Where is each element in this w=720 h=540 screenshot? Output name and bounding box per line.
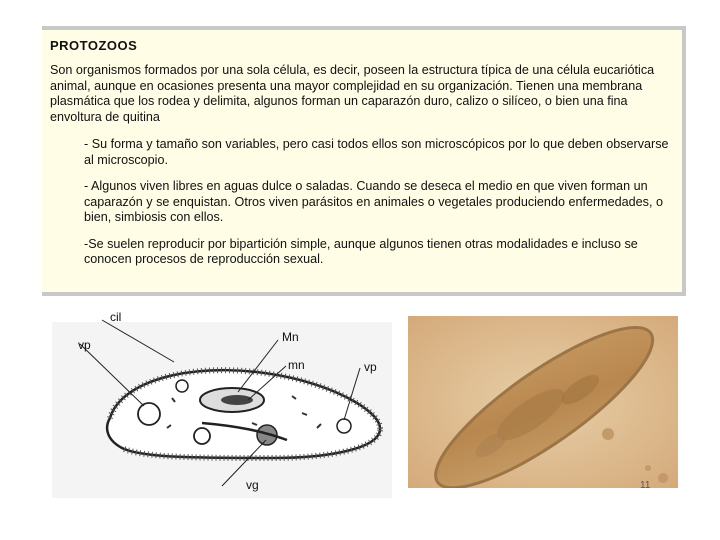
- text-panel: [42, 26, 686, 296]
- label-Mn: Mn: [282, 330, 299, 344]
- page-number: 11: [640, 480, 651, 491]
- label-vg: vg: [246, 478, 259, 492]
- bullet-item: - Su forma y tamaño son variables, pero casi todos ellos son microscópicos por lo que deben observarse al microscopio.: [84, 137, 669, 167]
- page-title: PROTOZOOS: [50, 38, 138, 53]
- intro-paragraph: Son organismos formados por una sola célula, es decir, poseen la estructura típica de una célula eucariótica animal, aunque en ocasiones presenta una mayor complejidad en su organización. Tienen una membrana plasmática que los rodea y delimita, algunos forman un caparazón duro, calizo o silíceo, o bien una fina envoltura de quitina: [50, 63, 655, 124]
- paramecium-drawing: [52, 308, 392, 498]
- micrograph-image: [408, 316, 678, 488]
- label-vp-left: vp: [78, 338, 91, 352]
- bullet-item: -Se suelen reproducir por bipartición simple, aunque algunos tienen otras modalidades e incluso se conocen procesos de reproducción sexual.: [84, 236, 638, 266]
- label-cil: cil: [110, 310, 122, 324]
- paramecium-micrograph: [408, 316, 678, 488]
- label-mn: mn: [288, 358, 305, 372]
- bullet-list: [84, 137, 676, 268]
- bullet-item: - Algunos viven libres en aguas dulce o saladas. Cuando se deseca el medio en que viven forman un caparazón y se enquistan. Otros viven parásitos en animales o vegetales produciendo enfermedades, o bien, simbiosis con ellos.: [84, 179, 663, 224]
- paramecium-diagram: [52, 308, 392, 498]
- label-vp-right: vp: [364, 360, 377, 374]
